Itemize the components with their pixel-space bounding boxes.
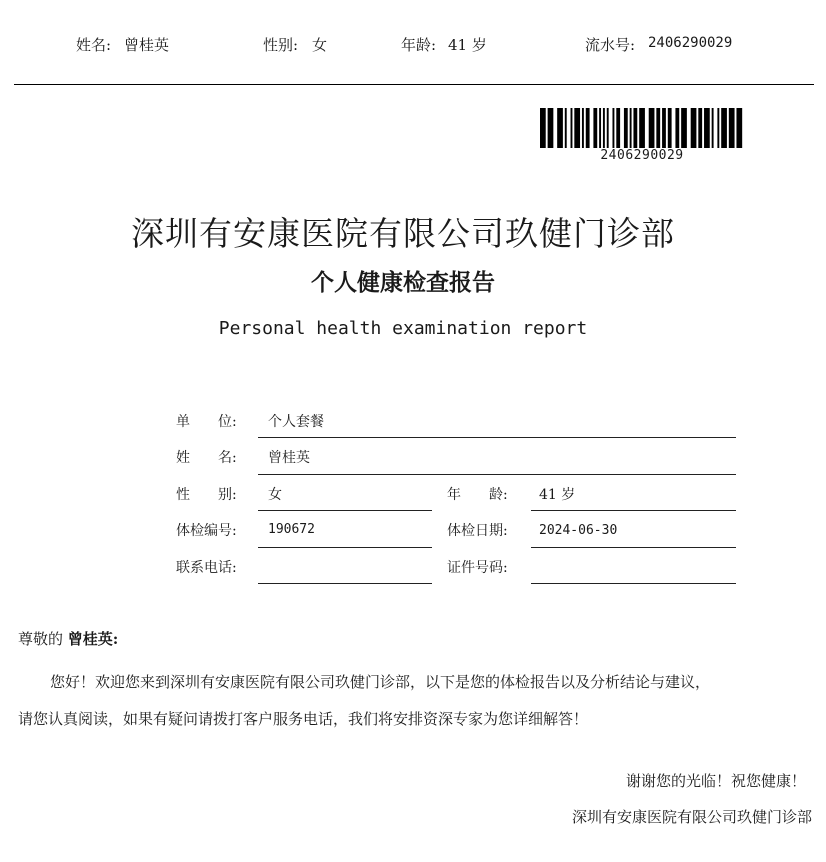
barcode-bar <box>624 108 628 148</box>
barcode-bar <box>548 108 554 148</box>
unit-label: 单 位: <box>176 414 237 430</box>
barcode-image <box>540 108 746 148</box>
exam-date-underline <box>531 547 736 548</box>
barcode-bar <box>571 108 573 148</box>
barcode-bar <box>557 108 563 148</box>
header-age-label: 年龄: <box>401 36 437 54</box>
barcode-bar <box>704 108 710 148</box>
name-label: 姓 名: <box>176 450 237 466</box>
barcode-bar <box>698 108 702 148</box>
barcode-bar <box>712 108 714 148</box>
closing-remark: 谢谢您的光临！祝您健康！ <box>625 772 806 790</box>
barcode-bar <box>607 108 609 148</box>
barcode-bar <box>717 108 719 148</box>
name-underline <box>258 474 736 475</box>
barcode-number: 2406290029 <box>600 148 684 163</box>
barcode-bar <box>639 108 645 148</box>
header-divider <box>14 84 814 85</box>
exam-date-value: 2024-06-30 <box>539 523 618 538</box>
header-serial-label: 流水号: <box>585 36 636 54</box>
barcode-bar <box>565 108 567 148</box>
barcode-bar <box>668 108 672 148</box>
gender-value: 女 <box>268 487 282 503</box>
barcode-bar <box>729 108 735 148</box>
barcode-bar <box>540 108 546 148</box>
header-gender-value: 女 <box>312 36 328 54</box>
salutation <box>18 628 118 649</box>
barcode-bar <box>593 108 597 148</box>
age-label: 年 龄: <box>447 487 508 503</box>
paragraph-line-1: 您好！欢迎您来到深圳有安康医院有限公司玖健门诊部，以下是您的体检报告以及分析结论与建议， <box>50 673 711 691</box>
salutation-name: 曾桂英: <box>67 630 119 648</box>
gender-underline <box>258 510 432 511</box>
phone-label: 联系电话: <box>176 560 237 576</box>
exam-number-label: 体检编号: <box>176 523 237 539</box>
barcode-bar <box>574 108 580 148</box>
header-name-value: 曾桂英 <box>124 36 170 54</box>
exam-number-value: 190672 <box>268 522 315 537</box>
age-underline <box>531 510 736 511</box>
barcode-bar <box>736 108 742 148</box>
barcode-bar <box>675 108 679 148</box>
report-title-cn: 个人健康检查报告 <box>311 269 495 296</box>
barcode-bar <box>633 108 637 148</box>
name-value: 曾桂英 <box>268 450 310 466</box>
barcode-bar <box>599 108 601 148</box>
greeting-paragraph <box>18 664 818 738</box>
barcode-bar <box>586 108 590 148</box>
id-number-label: 证件号码: <box>447 560 508 576</box>
paragraph-line-2: 请您认真阅读，如果有疑问请拨打客户服务电话，我们将安排资深专家为您详细解答！ <box>18 710 589 728</box>
barcode-bar <box>616 108 620 148</box>
unit-underline <box>258 437 736 438</box>
exam-date-label: 体检日期: <box>447 523 508 539</box>
gender-label: 性 别: <box>176 487 237 503</box>
age-value: 41 岁 <box>539 487 576 503</box>
barcode-bar <box>721 108 727 148</box>
header-gender-label: 性别: <box>263 36 299 54</box>
report-title-en: Personal health examination report <box>218 318 588 339</box>
header-age-value: 41 岁 <box>448 36 487 54</box>
phone-underline <box>258 583 432 584</box>
barcode-bar <box>662 108 666 148</box>
barcode-bar <box>630 108 632 148</box>
barcode-bar <box>681 108 687 148</box>
salutation-prefix: 尊敬的 <box>18 630 64 648</box>
barcode-bar <box>649 108 655 148</box>
header-serial-value: 2406290029 <box>648 35 733 51</box>
barcode-bar <box>691 108 697 148</box>
header-name-label: 姓名: <box>76 36 112 54</box>
organization-title: 深圳有安康医院有限公司玖健门诊部 <box>131 214 675 253</box>
barcode-bar <box>656 108 660 148</box>
barcode-bar <box>603 108 605 148</box>
barcode-bar <box>582 108 584 148</box>
unit-value: 个人套餐 <box>268 414 324 430</box>
exam-number-underline <box>258 547 432 548</box>
id-number-underline <box>531 583 736 584</box>
signature: 深圳有安康医院有限公司玖健门诊部 <box>571 808 812 826</box>
barcode-bar <box>612 108 614 148</box>
